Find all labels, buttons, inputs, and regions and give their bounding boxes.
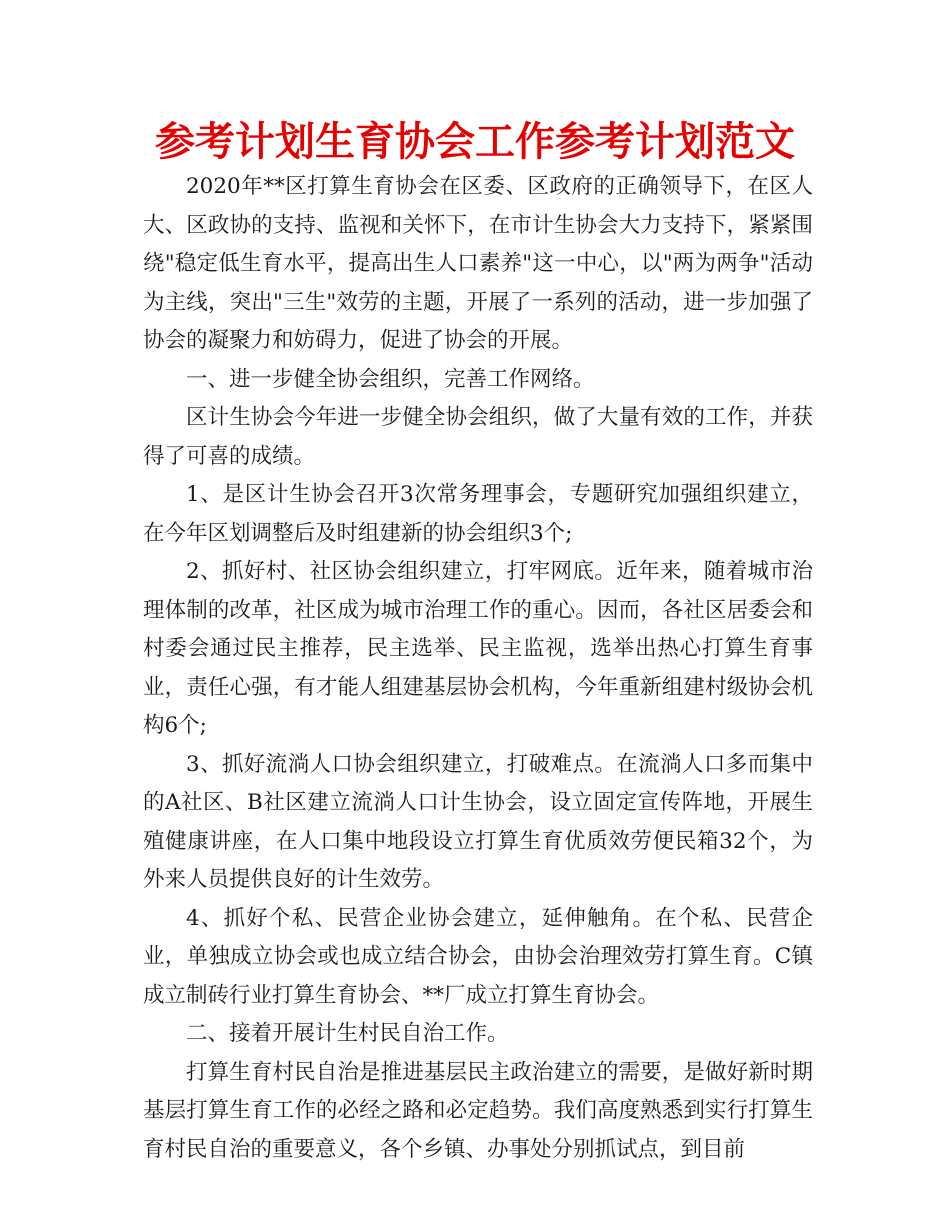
body-paragraph: 打算生育村民自治是推进基层民主政治建立的需要，是做好新时期基层打算生育工作的必经之路和必定趋势。我们高度熟悉到实行打算生育村民自治的重要意义，各个乡镇、办事处分别抓试点，到目前: [143, 1059, 813, 1162]
section-heading: 一、进一步健全协会组织，完善工作网络。: [186, 366, 595, 392]
section-heading: 二、接着开展计生村民自治工作。: [186, 1021, 509, 1046]
body-paragraph: 区计生协会今年进一步健全协会组织，做了大量有效的工作，并获得了可喜的成绩。: [143, 405, 813, 469]
body-paragraph: 2020年**区打算生育协会在区委、区政府的正确领导下，在区人大、区政协的支持、监视和关怀下，在市计生协会大力支持下，紧紧围绕"稳定低生育水平，提高出生人口素养"这一中心，以"两为两争"活动为主线，突出"三生"效劳的主题，开展了一系列的活动，进一步加强了协会的凝聚力和妨碍力，促进了协会的开展。: [143, 174, 813, 353]
list-item: 3、抓好流淌人口协会组织建立，打破难点。在流淌人口多而集中的A社区、B社区建立流淌人口计生协会，设立固定宣传阵地，开展生殖健康讲座，在人口集中地段设立打算生育优质效劳便民箱32个，为外来人员提供良好的计生效劳。: [143, 751, 813, 892]
list-item: 4、抓好个私、民营企业协会建立，延伸触角。在个私、民营企业，单独成立协会或也成立结合协会，由协会治理效劳打算生育。C镇成立制砖行业打算生育协会、**厂成立打算生育协会。: [143, 905, 813, 1008]
document-body: [143, 168, 813, 1169]
list-item: 1、是区计生协会召开3次常务理事会，专题研究加强组织建立，在今年区划调整后及时组建新的协会组织3个;: [143, 482, 813, 546]
document-title: 参考计划生育协会工作参考计划范文: [155, 119, 795, 165]
list-item: 2、抓好村、社区协会组织建立，打牢网底。近年来，随着城市治理体制的改革，社区成为城市治理工作的重心。因而，各社区居委会和村委会通过民主推荐，民主选举、民主监视，选举出热心打算生育事业，责任心强，有才能人组建基层协会机构，今年重新组建村级协会机构6个;: [143, 559, 813, 738]
